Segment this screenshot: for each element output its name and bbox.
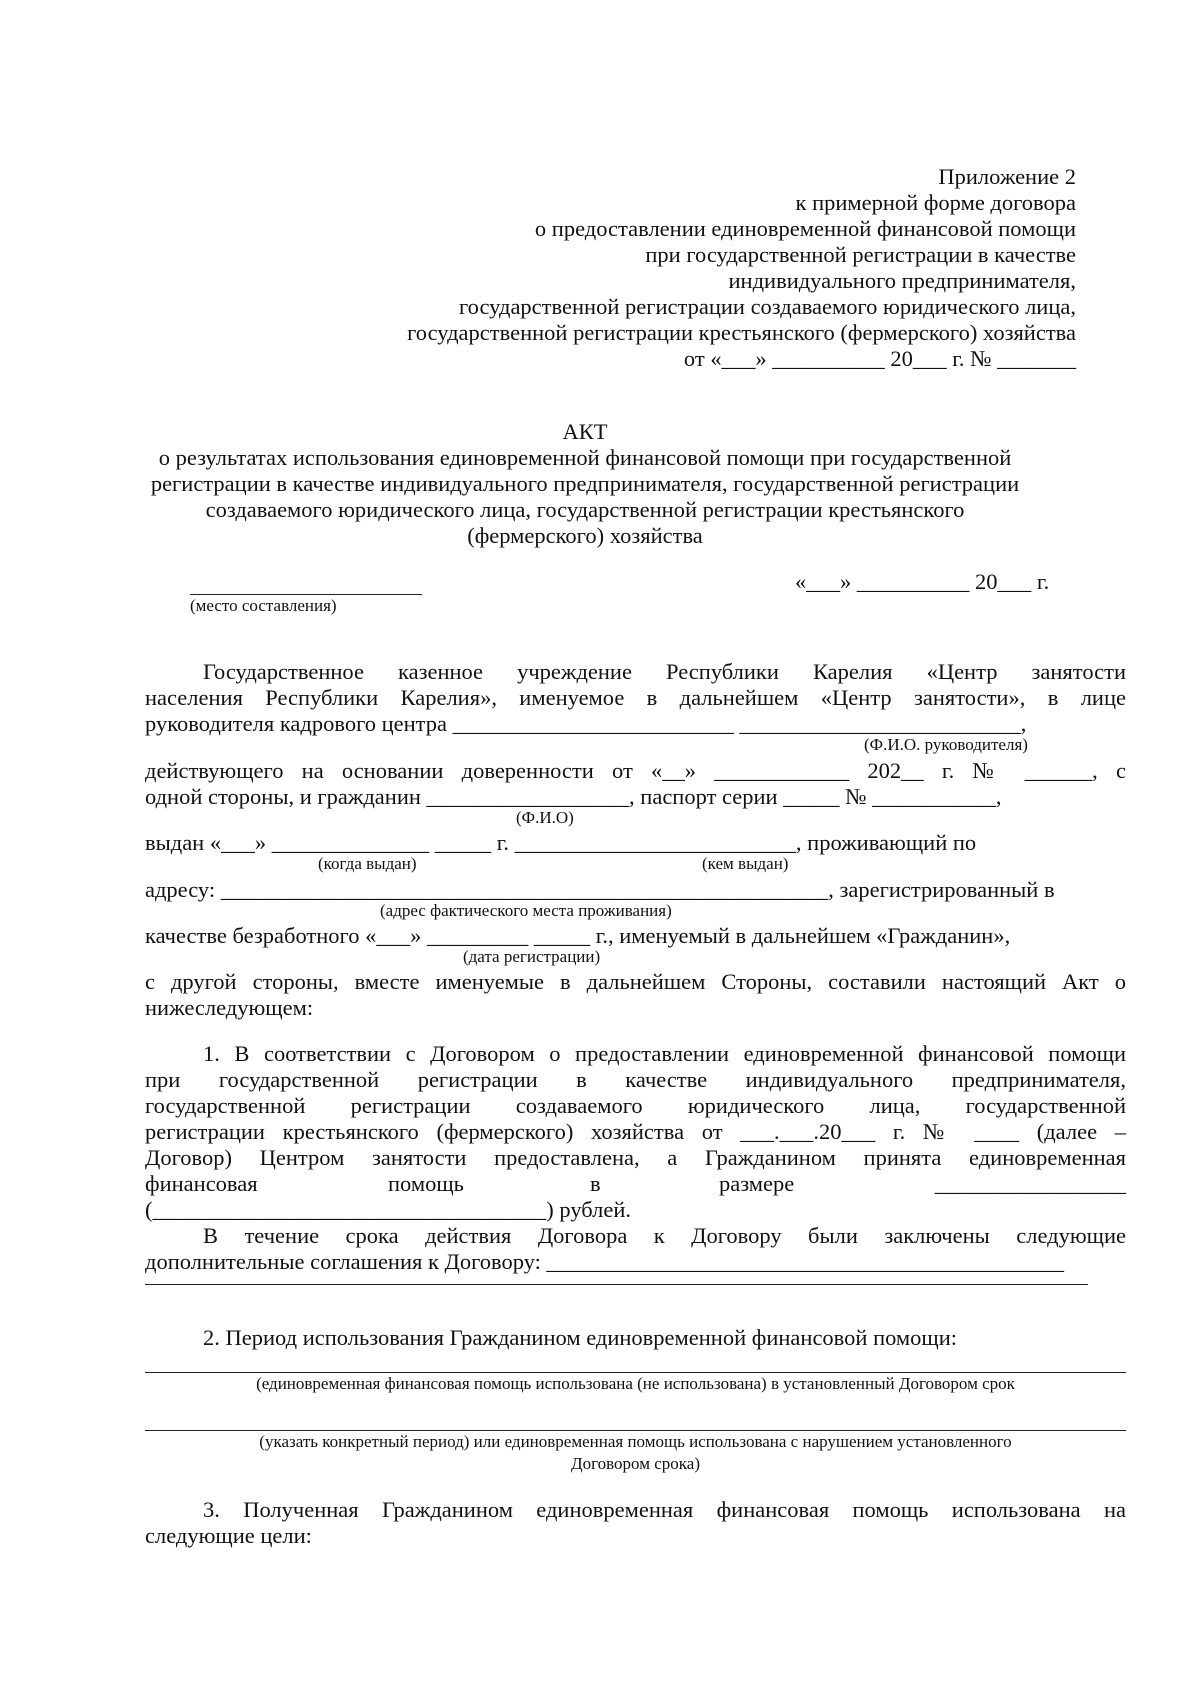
section2-blank-line-1 — [145, 1372, 1126, 1373]
place-caption: (место составления) — [190, 596, 337, 615]
appendix-line-7: государственной регистрации крестьянского (фермерского) хозяйства — [407, 320, 1076, 345]
intro-line-7: адресу: ______________________________________________________, зарегистрированный в — [145, 877, 1055, 902]
intro-line-4: действующего на основании доверенности от «__» ____________ 202__ г. № ______, с — [145, 758, 1126, 783]
section2-blank-line-2 — [145, 1430, 1126, 1431]
intro-line-10: нижеследующем: — [145, 995, 314, 1020]
place-line — [190, 594, 422, 595]
appendix-line-1: Приложение 2 — [938, 164, 1076, 189]
caption-address: (адрес фактического места проживания) — [380, 901, 672, 920]
appendix-line-8: от «___» __________ 20___ г. № _______ — [683, 346, 1076, 371]
act-title-line-4: (фермерского) хозяйства — [467, 523, 703, 548]
appendix-line-6: государственной регистрации создаваемого юридического лица, — [459, 294, 1076, 319]
caption-registration-date: (дата регистрации) — [463, 947, 601, 966]
section3-line-2: следующие цели: — [145, 1523, 312, 1548]
appendix-line-5: индивидуального предпринимателя, — [728, 268, 1076, 293]
intro-line-2: населения Республики Карелия», именуемое в дальнейшем «Центр занятости», в лице — [145, 685, 1126, 710]
act-title-line-3: создаваемого юридического лица, государственной регистрации крестьянского — [205, 497, 965, 522]
section2-caption-1: (единовременная финансовая помощь использована (не использована) в установленный Договором срок — [256, 1374, 1015, 1393]
section1-amount-blank: _________________ — [934, 1171, 1126, 1196]
section1-line-7: (___________________________________) рублей. — [145, 1197, 632, 1222]
appendix-line-3: о предоставлении единовременной финансовой помощи — [534, 216, 1076, 241]
act-title-line-2: регистрации в качестве индивидуального предпринимателя, государственной регистрации — [150, 471, 1020, 496]
section2-heading: 2. Период использования Гражданином единовременной финансовой помощи: — [203, 1325, 958, 1350]
intro-line-5: одной стороны, и гражданин __________________, паспорт серии _____ № ___________, — [145, 784, 1002, 809]
intro-line-8: качестве безработного «___» _________ _____ г., именуемый в дальнейшем «Гражданин», — [145, 923, 1011, 948]
section1-line-3: государственной регистрации создаваемого юридического лица, государственной — [145, 1093, 1126, 1118]
section1-line-4: регистрации крестьянского (фермерского) хозяйства от ___.___.20___ г. № ____ (далее – — [145, 1119, 1126, 1144]
section1-line-6-word-1: финансовая — [145, 1171, 258, 1196]
section1-line-1: 1. В соответствии с Договором о предоставлении единовременной финансовой помощи — [203, 1041, 1126, 1066]
caption-issued-by: (кем выдан) — [702, 854, 789, 873]
caption-fio-head: (Ф.И.О. руководителя) — [864, 735, 1028, 754]
section3-line-1: 3. Полученная Гражданином единовременная финансовая помощь использована на — [203, 1497, 1126, 1522]
caption-when-issued: (когда выдан) — [318, 854, 417, 873]
intro-line-3: руководителя кадрового центра _________________________ _________________________, — [145, 711, 1027, 736]
section2-caption-2a: (указать конкретный период) или единовременная помощь использована с нарушением установленного — [259, 1432, 1012, 1451]
section1-blank-line — [145, 1284, 1088, 1285]
section1-line-2: при государственной регистрации в качестве индивидуального предпринимателя, — [145, 1067, 1126, 1092]
section1-line-9: дополнительные соглашения к Договору: ______________________________________________ — [145, 1249, 1065, 1274]
act-date: «___» __________ 20___ г. — [795, 569, 1050, 594]
section1-line-8: В течение срока действия Договора к Договору были заключены следующие — [203, 1223, 1126, 1248]
intro-line-9: с другой стороны, вместе именуемые в дальнейшем Стороны, составили настоящий Акт о — [145, 969, 1126, 994]
section1-line-6-word-2: помощь — [388, 1171, 464, 1196]
section1-line-5: Договор) Центром занятости предоставлена, а Гражданином принята единовременная — [145, 1145, 1126, 1170]
section1-line-6-word-3: в — [590, 1171, 601, 1196]
caption-fio: (Ф.И.О) — [516, 808, 574, 827]
appendix-line-4: при государственной регистрации в качестве — [645, 242, 1076, 267]
intro-line-1: Государственное казенное учреждение Республики Карелия «Центр занятости — [203, 659, 1126, 684]
appendix-line-2: к примерной форме договора — [795, 190, 1076, 215]
act-heading: АКТ — [562, 419, 608, 444]
section1-line-6-word-4: размере — [719, 1171, 795, 1196]
section2-caption-2b: Договором срока) — [571, 1454, 700, 1473]
act-title-line-1: о результатах использования единовременной финансовой помощи при государственной — [158, 445, 1012, 470]
intro-line-6: выдан «___» ______________ _____ г. _________________________, проживающий по — [145, 830, 977, 855]
